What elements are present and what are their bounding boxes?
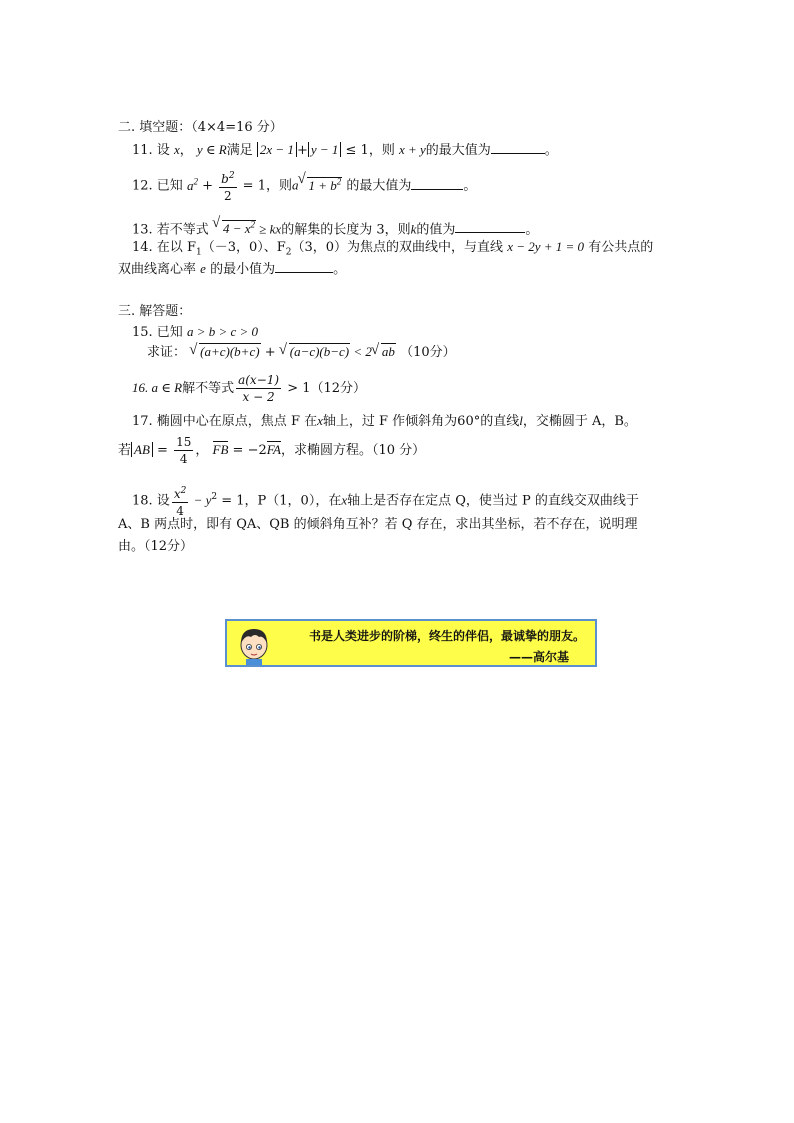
q15-sqrt2 [280, 342, 350, 362]
q15-radicand3: ab [381, 344, 395, 359]
q14-text-a: 14. 在以 F [132, 240, 196, 255]
q12-end: 。 [463, 178, 477, 194]
q11-comma: ， [179, 143, 193, 158]
q17-eq: = [152, 443, 173, 458]
question-17-line2 [118, 434, 425, 467]
q11-y-in-r: y ∈ R [196, 142, 227, 157]
q13-ge-kx: ≥ kx [256, 221, 282, 237]
q11-end: 。 [544, 143, 558, 158]
q16-text: 解不等式 [182, 381, 235, 396]
q11-plus: + [296, 143, 308, 158]
q11-cond: 满足 [226, 143, 253, 158]
q15-condition: a > b > c > 0 [186, 324, 259, 339]
q15-text: 15. 已知 [132, 325, 183, 340]
q16-frac-num: a(x−1) [238, 373, 280, 387]
q12-sqrt: √ $1 + b^2$ [298, 171, 342, 195]
q17-vec-fa: FA [266, 442, 281, 457]
q13-tail2: 的值为 [416, 222, 456, 238]
quote-banner [225, 619, 597, 667]
q12-frac-num: $b^2$ [219, 168, 236, 188]
q13-end: 。 [525, 222, 539, 238]
question-14-line1: 14. 在以 $F_1(-3$，0）、$F_2(3$，0）为焦点的双曲线中，与直线 x − 2y + 1 = 0 有公共点的 [132, 239, 654, 258]
q17-text-d: ，交椭圆于 A，B。 [522, 414, 637, 429]
q14-text-c: 双曲线离心率 [118, 262, 197, 277]
q14-end: 。 [333, 262, 347, 277]
q13-tail1: 的解集的长度为 3，则 [281, 222, 411, 238]
q12-number: 12. 已知 [132, 178, 183, 194]
q17-text-f: ，求椭圆方程。（10 分） [280, 443, 426, 458]
q14-f2: （3，0）为焦点的双曲线中，与直线 [291, 240, 504, 255]
q16-fraction [236, 372, 281, 405]
q14-answer-blank[interactable] [275, 260, 333, 273]
quote-text: 书是人类进步的阶梯，终生的伴侣，最诚挚的朋友。 [309, 629, 586, 643]
q17-text-e: 若 [118, 443, 132, 458]
q15-sqrt3 [372, 342, 396, 362]
q17-text-c: 的直线 [480, 414, 520, 429]
q18-frac-den: 4 [176, 504, 184, 518]
q11-x-plus-y: x + y [398, 142, 426, 157]
q12-a2: a [291, 177, 299, 193]
q16-a-in-r: 16. a ∈ R [132, 380, 183, 395]
section3-heading [118, 302, 191, 322]
q13-answer-blank[interactable] [455, 220, 525, 233]
q11-number: 11. 设 [132, 143, 170, 158]
q17-fraction [174, 434, 193, 467]
quote-author: ——高尔基 [509, 650, 570, 664]
section2-heading [118, 118, 283, 138]
q16-frac-den: x − 2 [242, 390, 275, 404]
q17-text-a: 17. 椭圆中心在原点，焦点 F 在 [132, 414, 318, 429]
q18-text-a: 18. 设 [132, 493, 170, 509]
q13-radicand: 4 − x [222, 221, 251, 237]
q17-abs-ab: AB [131, 442, 153, 457]
q17-angle: 60° [457, 414, 481, 429]
q17-comma: ， [195, 443, 209, 458]
q12-a: a [186, 177, 194, 193]
question-18-line3 [118, 537, 193, 557]
q11-abs1: 2x − 1 [257, 142, 297, 157]
q12-answer-blank[interactable] [411, 177, 463, 190]
section2-heading-text: 二. 填空题：（4×4=16 分） [118, 120, 283, 135]
q12-radicand: 1 + b [308, 177, 337, 193]
q16-score: （12分） [310, 381, 367, 396]
q17-frac-num: 15 [176, 435, 192, 449]
q15-score: （10分） [400, 345, 456, 360]
q17-l: l [519, 413, 523, 428]
q15-radicand2: (a−c)(b−c) [289, 344, 350, 359]
q18-text-b: 轴上是否存在定点 Q，使当过 P 的直线交双曲线于 [347, 493, 639, 509]
q14-text-b: 有公共点的 [588, 240, 654, 255]
question-11 [132, 140, 558, 161]
q16-gt: > 1 [283, 381, 311, 396]
q17-frac-den: 4 [179, 452, 188, 466]
q18-minus-y: − y [190, 492, 212, 508]
q14-text-d: 的最小值为 [210, 262, 276, 277]
q14-e: e [200, 261, 206, 276]
q11-var-x: x [173, 142, 180, 157]
q15-prove-label: 求证： [147, 345, 187, 360]
q15-sqrt1 [190, 342, 260, 362]
q18-eq: = 1，P（1，0），在 [217, 493, 342, 509]
q13-number: 13. 若不等式 [132, 222, 209, 238]
q18-text-d: 由。（12分） [118, 539, 194, 554]
q12-fraction [219, 168, 236, 204]
q15-lt: < 2 [350, 344, 372, 359]
q14-f1: （－3，0）、F [201, 240, 286, 255]
q12-b: b [221, 172, 229, 186]
q14-line-equation: x − 2y + 1 = 0 [507, 239, 585, 254]
q12-plus: + [197, 178, 218, 194]
q13-k: k [410, 221, 417, 237]
q18-fraction [172, 483, 189, 519]
q18-frac-num: $x^2$ [172, 483, 189, 503]
q18-x-axis: x [341, 492, 348, 508]
q15-plus: + [260, 345, 280, 360]
q17-x: x [317, 413, 323, 428]
question-12 [132, 168, 476, 204]
q17-vec-fb: FB [212, 442, 229, 457]
section3-heading-text: 三. 解答题： [118, 304, 192, 319]
q13-sqrt: √ $4 - x^2$ [213, 215, 256, 239]
q18-text-c: A、B 两点时，即有 QA、QB 的倾斜角互补？若 Q 存在，求出其坐标，若不存在，说明理 [118, 517, 638, 532]
q11-le: ≤ 1，则 [345, 143, 395, 158]
question-15-line2 [147, 342, 456, 363]
q11-answer-blank[interactable] [491, 141, 545, 154]
question-16 [132, 372, 366, 405]
q12-a-squared: $a^2$ [186, 176, 198, 193]
q17-eq2: = −2 [228, 443, 267, 458]
q15-radicand1: (a+c)(b+c) [200, 344, 260, 359]
q11-tail: 的最大值为 [425, 143, 491, 158]
question-18-line2 [118, 515, 638, 535]
q12-frac-den: 2 [224, 189, 232, 203]
question-17-line1 [132, 411, 637, 432]
cartoon-boy-icon [233, 623, 275, 665]
q17-text-b: 轴上，过 F 作倾斜角为 [322, 414, 458, 429]
q12-eq: = 1，则 [238, 178, 292, 194]
q18-x: x [173, 487, 181, 501]
question-14-line2 [118, 259, 346, 280]
q11-abs2: y − 1 [308, 142, 342, 157]
question-18-line1: 18. 设 $\frac{x^2}{4}$ − $y^2 = 1$，P（1，0），在x轴上是否存在定点 Q，使当过 P 的直线交双曲线于 [132, 483, 639, 519]
q12-tail: 的最大值为 [346, 178, 412, 194]
